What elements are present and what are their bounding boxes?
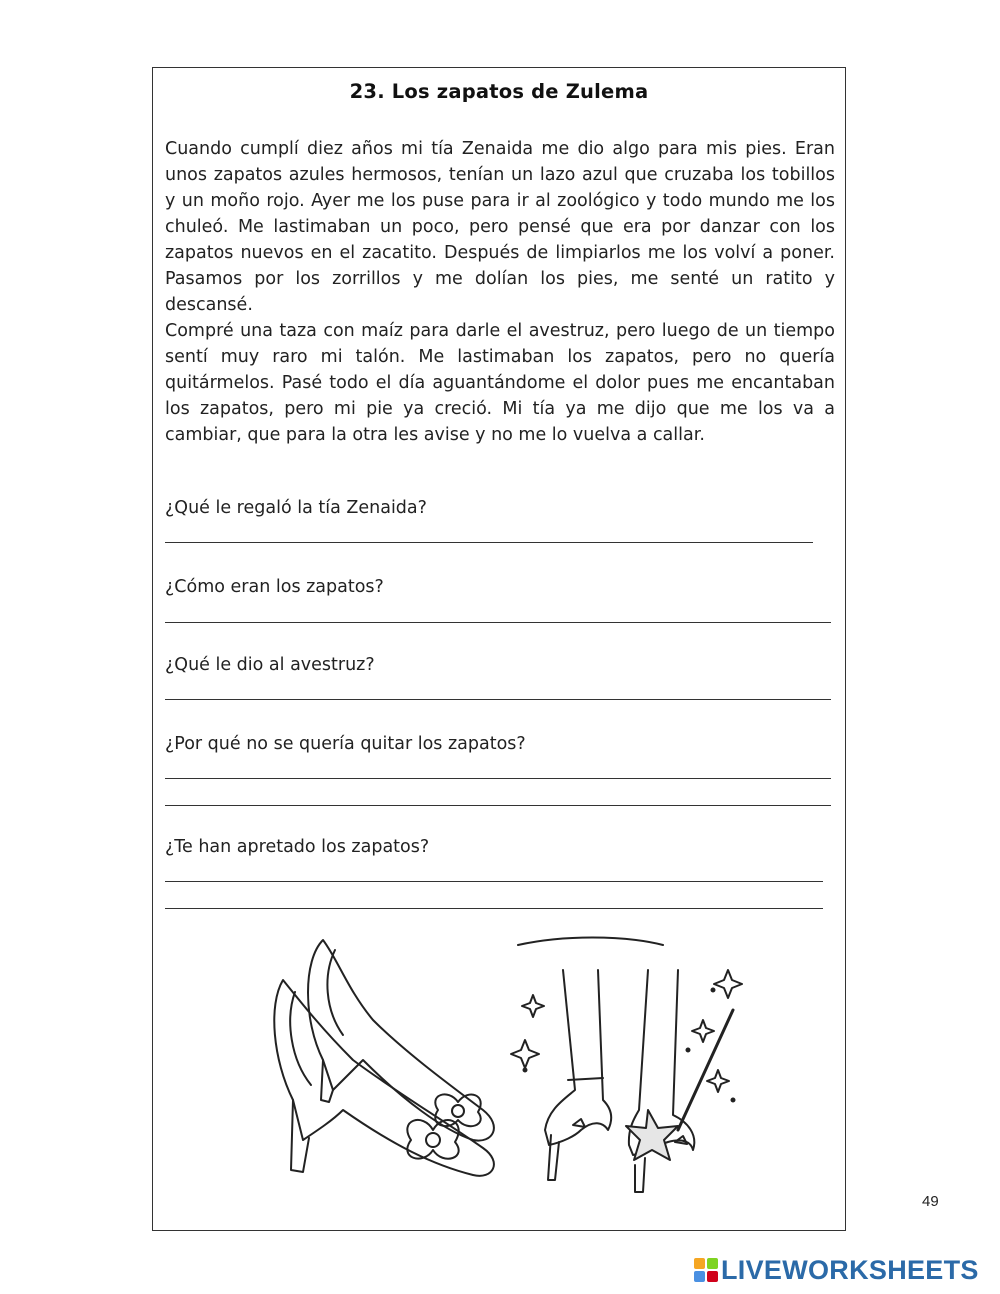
- question-2: ¿Cómo eran los zapatos?: [165, 577, 384, 597]
- liveworksheets-wordmark: LIVEWORKSHEETS: [721, 1254, 979, 1285]
- story-text: [165, 136, 835, 448]
- answer-line-5b[interactable]: [165, 908, 823, 909]
- worksheet-title: 23. Los zapatos de Zulema: [349, 80, 649, 103]
- answer-line-2[interactable]: [165, 622, 831, 623]
- story-paragraph-1: Cuando cumplí diez años mi tía Zenaida me dio algo para mis pies. Eran unos zapatos azules hermosos, tenían un lazo azul que cruzaba los tobillos y un moño rojo. Ayer me los puse para ir al zoológico y todo mundo me los chuleó. Me lastimaban un poco, pero pensé que era por danzar con los zapatos nuevos en el zacatito. Después de limpiarlos me los volví a poner. Pasamos por los zorrillos y me dolían los pies, me senté un ratito y descansé.: [165, 139, 835, 315]
- worksheet-page: [152, 67, 846, 1231]
- page-number: 49: [922, 1193, 939, 1210]
- front-high-heel-shoe: [274, 980, 494, 1176]
- answer-line-5a[interactable]: [165, 881, 823, 882]
- answer-line-4a[interactable]: [165, 778, 831, 779]
- dancing-legs-slippers: [511, 938, 742, 1193]
- answer-line-3[interactable]: [165, 699, 831, 700]
- liveworksheets-grid-icon: [693, 1257, 719, 1283]
- question-5: ¿Te han apretado los zapatos?: [165, 837, 430, 857]
- question-3: ¿Qué le dio al avestruz?: [165, 655, 375, 675]
- answer-line-4b[interactable]: [165, 805, 831, 806]
- liveworksheets-logo: [693, 1255, 979, 1285]
- question-1: ¿Qué le regaló la tía Zenaida?: [165, 498, 427, 518]
- answer-line-1[interactable]: [165, 542, 813, 543]
- story-paragraph-2: Compré una taza con maíz para darle el avestruz, pero luego de un tiempo sentí muy raro mi talón. Me lastimaban los zapatos, pero no quería quitármelos. Pasé todo el día aguantándome el dolor pues me encantaban los zapatos, pero mi pie ya creció. Mi tía ya me dijo que me los va a cambiar, que para la otra les avise y no me lo vuelva a callar.: [165, 321, 835, 445]
- back-high-heel-shoe: [308, 940, 494, 1141]
- question-4: ¿Por qué no se quería quitar los zapatos?: [165, 734, 526, 754]
- shoes-illustration: [263, 930, 743, 1210]
